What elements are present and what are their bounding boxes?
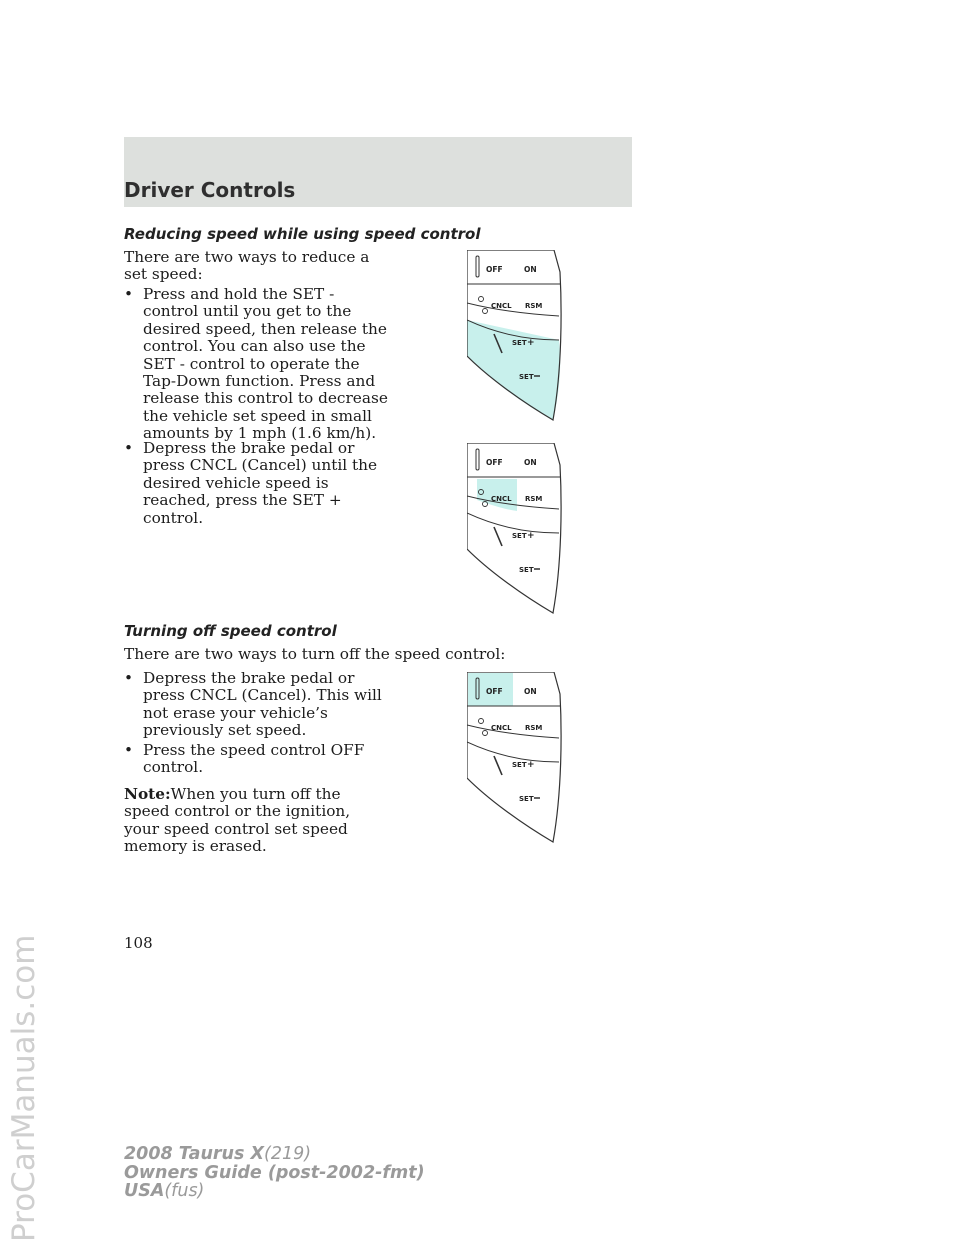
rocker-mark (494, 527, 502, 546)
list-item (124, 286, 394, 443)
footer-line-1 (124, 1145, 425, 1164)
watermark: ProCarManuals.com (6, 934, 42, 1242)
set-minus-button[interactable]: SET (519, 795, 534, 803)
footer-model-code: (219) (264, 1144, 312, 1164)
rocker-mark (494, 756, 502, 775)
speed-control-diagram-set-minus (467, 250, 562, 425)
off-button[interactable]: OFF (486, 458, 503, 467)
note-label: Note: (124, 785, 171, 803)
speed-control-diagram-off (467, 672, 562, 847)
footer-line-2 (124, 1164, 425, 1183)
set-minus-button[interactable]: SET (519, 373, 534, 381)
note (124, 786, 389, 856)
set-plus-button[interactable]: SET (512, 339, 527, 347)
indicator-dot (483, 731, 488, 736)
off-button[interactable]: OFF (486, 687, 503, 696)
bullet-dot: • (124, 741, 134, 759)
cncl-button[interactable]: CNCL (491, 302, 512, 310)
list-item (124, 670, 394, 740)
indicator-dot (483, 309, 488, 314)
page-title: Driver Controls (124, 178, 296, 202)
list-item (124, 742, 394, 777)
cncl-button[interactable]: CNCL (491, 495, 512, 503)
bullet-dot: • (124, 669, 134, 687)
page-number: 108 (124, 934, 153, 952)
on-button[interactable]: ON (524, 265, 537, 274)
header-band (124, 137, 632, 207)
section2-intro: There are two ways to turn off the speed control: (124, 645, 506, 663)
set-plus-button[interactable]: SET (512, 532, 527, 540)
rsm-button[interactable]: RSM (525, 724, 543, 732)
set-minus-button[interactable]: SET (519, 566, 534, 574)
on-button[interactable]: ON (524, 458, 537, 467)
footer-market: USA (124, 1181, 165, 1201)
cncl-button[interactable]: CNCL (491, 724, 512, 732)
indicator-dot (479, 719, 484, 724)
footer-market-code: (fus) (164, 1181, 205, 1201)
rsm-button[interactable]: RSM (525, 495, 543, 503)
footer (124, 1145, 425, 1201)
off-switch-mark (476, 256, 479, 277)
list-item (124, 440, 394, 527)
bullet-text: Press the speed control OFF control. (143, 741, 365, 777)
off-switch-mark (476, 449, 479, 470)
plus-icon: + (527, 338, 535, 348)
off-button[interactable]: OFF (486, 265, 503, 274)
rsm-button[interactable]: RSM (525, 302, 543, 310)
bullet-text: Depress the brake pedal or press CNCL (Cancel) until the desired vehicle speed is reached, press the SET + control. (143, 439, 378, 527)
bullet-text: Depress the brake pedal or press CNCL (Cancel). This will not erase your vehicle’s previously set speed. (143, 669, 382, 740)
indicator-dot (479, 297, 484, 302)
on-button[interactable]: ON (524, 687, 537, 696)
section-heading-reducing-speed: Reducing speed while using speed control (124, 225, 481, 243)
bullet-dot: • (124, 285, 134, 303)
bullet-dot: • (124, 439, 134, 457)
footer-line-3 (124, 1182, 425, 1201)
section-heading-turning-off: Turning off speed control (124, 622, 337, 640)
footer-model: 2008 Taurus X (124, 1144, 265, 1164)
note-text: When you turn off the speed control or the ignition, your speed control set speed memory is erased. (124, 785, 351, 856)
plus-icon: + (527, 760, 535, 770)
section1-intro: There are two ways to reduce a set speed: (124, 248, 370, 284)
set-plus-button[interactable]: SET (512, 761, 527, 769)
footer-guide-title: Owners Guide (post-2002-fmt) (124, 1162, 425, 1183)
plus-icon: + (527, 531, 535, 541)
bullet-text: Press and hold the SET - control until you get to the desired speed, then release the control. You can also use the SET - control to operate the Tap-Down function. Press and release this control to decrease the vehicle set speed in small amounts by 1 mph (1.6 km/h). (143, 285, 388, 443)
speed-control-diagram-cncl (467, 443, 562, 618)
